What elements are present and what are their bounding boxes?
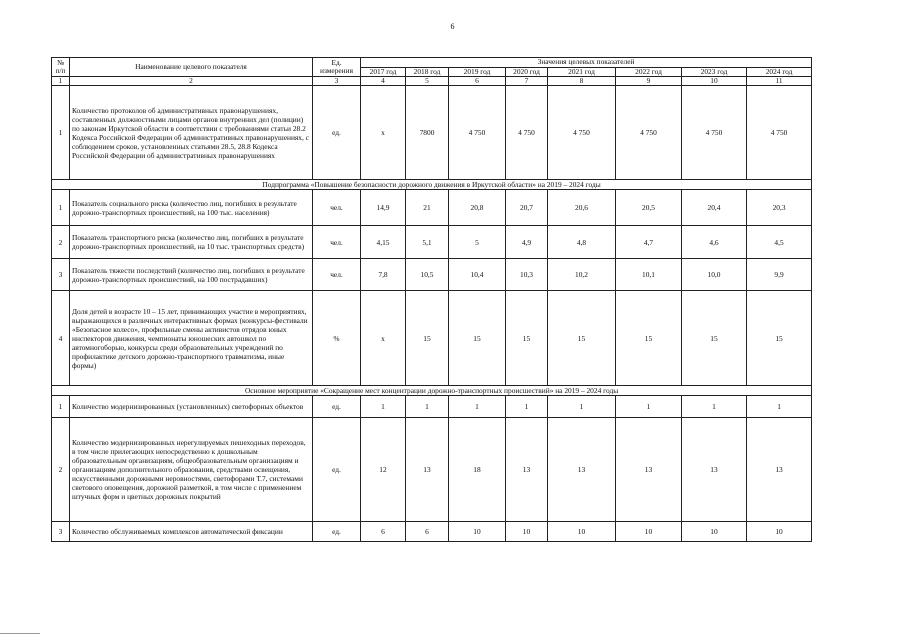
value-cell: 5,1	[406, 226, 449, 259]
value-cell: 4,9	[506, 226, 548, 259]
unit-of-measure: чел.	[313, 190, 361, 226]
target-indicators-table	[51, 57, 812, 542]
value-cell: 4 750	[449, 86, 506, 180]
indicator-name: Количество протоколов об административных правонарушениях, составленных должностными лицами органов внутренних дел (полиции) по законам Иркутской области в соответствии с требованиями статьи 28.2 Кодекса Российской Федерации об административных правонарушениях, с соблюдением сроков, установленных статьями 28.5, 28.8 Кодекса Российской Федерации об административных правонарушениях	[70, 86, 313, 180]
value-cell: 10,5	[406, 259, 449, 291]
value-cell: 21	[406, 190, 449, 226]
value-cell: 4,15	[361, 226, 406, 259]
value-cell: 4 750	[682, 86, 747, 180]
value-cell: 15	[548, 291, 616, 386]
value-cell: х	[361, 86, 406, 180]
value-cell: 13	[616, 418, 682, 522]
value-cell: 15	[682, 291, 747, 386]
row-number: 1	[52, 190, 70, 226]
value-cell: 4,5	[747, 226, 812, 259]
value-cell: 1	[406, 396, 449, 418]
value-cell: 1	[747, 396, 812, 418]
value-cell: 4 750	[747, 86, 812, 180]
value-cell: 10	[548, 522, 616, 542]
value-cell: 12	[361, 418, 406, 522]
column-number-8: 8	[548, 77, 616, 86]
value-cell: 6	[361, 522, 406, 542]
value-cell: 7800	[406, 86, 449, 180]
section-title: Основное мероприятие «Сокращение мест концентрации дорожно-транспортных происшествий» на 2019 – 2024 годы	[52, 386, 812, 396]
row-number: 3	[52, 259, 70, 291]
value-cell: 20,5	[616, 190, 682, 226]
row-number: 2	[52, 226, 70, 259]
value-cell: 1	[449, 396, 506, 418]
value-cell: 15	[506, 291, 548, 386]
value-cell: 10,3	[506, 259, 548, 291]
column-number-1: 1	[52, 77, 70, 86]
value-cell: 20,7	[506, 190, 548, 226]
unit-of-measure: ед.	[313, 396, 361, 418]
unit-of-measure: чел.	[313, 259, 361, 291]
table-row	[52, 418, 812, 522]
unit-of-measure: ед.	[313, 522, 361, 542]
header-year-3: 2020 год	[506, 67, 548, 77]
indicator-name: Доля детей в возрасте 10 – 15 лет, принимающих участие в мероприятиях, выражающихся в различных интерактивных формах (конкурсы-фестивали «Безопасное колесо», профильные смены активистов отрядов юных инспекторов движения, чемпионаты юношеских автошкол по автомногоборью, конкурсы среди образовательных учреждений по профилактике детского дорожно-транспортного травматизма, иные формы)	[70, 291, 313, 386]
value-cell: 13	[682, 418, 747, 522]
table-row	[52, 259, 812, 291]
header-column-numbers-row	[52, 77, 812, 86]
value-cell: 1	[616, 396, 682, 418]
page-number: 6	[450, 22, 455, 31]
column-number-4: 4	[361, 77, 406, 86]
header-year-6: 2023 год	[682, 67, 747, 77]
value-cell: 20,4	[682, 190, 747, 226]
value-cell: 10,4	[449, 259, 506, 291]
value-cell: 5	[449, 226, 506, 259]
row-number: 1	[52, 396, 70, 418]
row-number: 3	[52, 522, 70, 542]
value-cell: 20,3	[747, 190, 812, 226]
row-number: 2	[52, 418, 70, 522]
header-year-4: 2021 год	[548, 67, 616, 77]
header-unit-cell	[313, 58, 361, 77]
column-number-2: 2	[70, 77, 313, 86]
value-cell: 10	[506, 522, 548, 542]
value-cell: 4,8	[548, 226, 616, 259]
value-cell: 13	[406, 418, 449, 522]
row-number: 1	[52, 86, 70, 180]
value-cell: 10,0	[682, 259, 747, 291]
indicator-name: Показатель социального риска (количество лиц, погибших в результате дорожно-транспортных происшествий, на 100 тыс. населения)	[70, 190, 313, 226]
value-cell: 1	[361, 396, 406, 418]
value-cell: 15	[747, 291, 812, 386]
header-year-7: 2024 год	[747, 67, 812, 77]
value-cell: 18	[449, 418, 506, 522]
value-cell: 13	[548, 418, 616, 522]
value-cell: 15	[616, 291, 682, 386]
header-year-1: 2018 год	[406, 67, 449, 77]
value-cell: 4 750	[548, 86, 616, 180]
table-row	[52, 190, 812, 226]
value-cell: 10	[747, 522, 812, 542]
value-cell: 10	[616, 522, 682, 542]
column-number-5: 5	[406, 77, 449, 86]
value-cell: 1	[682, 396, 747, 418]
row-number: 4	[52, 291, 70, 386]
unit-of-measure: %	[313, 291, 361, 386]
column-number-10: 10	[682, 77, 747, 86]
column-number-7: 7	[506, 77, 548, 86]
section-row	[52, 386, 812, 396]
value-cell: 4 750	[506, 86, 548, 180]
header-num-top: №	[56, 57, 65, 67]
table-row	[52, 86, 812, 180]
value-cell: 6	[406, 522, 449, 542]
scan-edge-mark	[0, 633, 40, 640]
table-row	[52, 291, 812, 386]
header-num-bottom: п/п	[55, 66, 66, 75]
value-cell: 10	[682, 522, 747, 542]
value-cell: 4,6	[682, 226, 747, 259]
value-cell: 13	[506, 418, 548, 522]
unit-of-measure: ед.	[313, 86, 361, 180]
value-cell: 1	[548, 396, 616, 418]
header-year-0: 2017 год	[361, 67, 406, 77]
table-row	[52, 396, 812, 418]
value-cell: 10,1	[616, 259, 682, 291]
value-cell: 10,2	[548, 259, 616, 291]
unit-of-measure: чел.	[313, 226, 361, 259]
value-cell: 10	[449, 522, 506, 542]
value-cell: 14,9	[361, 190, 406, 226]
header-name: Наименование целевого показателя	[70, 58, 313, 77]
indicator-name: Показатель транспортного риска (количество лиц, погибших в результате дорожно-транспортных происшествий, на 10 тыс. транспортных средств)	[70, 226, 313, 259]
unit-of-measure: ед.	[313, 418, 361, 522]
header-num-cell	[52, 58, 70, 77]
value-cell: 15	[406, 291, 449, 386]
column-number-11: 11	[747, 77, 812, 86]
column-number-9: 9	[616, 77, 682, 86]
value-cell: 15	[449, 291, 506, 386]
value-cell: 1	[506, 396, 548, 418]
value-cell: х	[361, 291, 406, 386]
section-title: Подпрограмма «Повышение безопасности дорожного движения в Иркутской области» на 2019 – 2024 годы	[52, 180, 812, 190]
value-cell: 7,8	[361, 259, 406, 291]
column-number-6: 6	[449, 77, 506, 86]
value-cell: 4 750	[616, 86, 682, 180]
indicator-name: Количество модернизированных нерегулируемых пешеходных переходов, в том числе прилегающих непосредственно к дошкольным образовательным организациям, общеобразовательным организациям и организациям дополнительного образования, средствами освещения, искусственными дорожными неровностями, светофорами Т.7, системами светового оповещения, дорожной разметкой, в том числе с применением штучных форм и цветных дорожных покрытий	[70, 418, 313, 522]
header-row-top	[52, 58, 812, 68]
section-row	[52, 180, 812, 190]
value-cell: 20,8	[449, 190, 506, 226]
value-cell: 20,6	[548, 190, 616, 226]
table-row	[52, 522, 812, 542]
indicator-name: Количество обслуживаемых комплексов автоматической фиксации	[70, 522, 313, 542]
table-row	[52, 226, 812, 259]
indicator-name: Количество модернизированных (установленных) светофорных объектов	[70, 396, 313, 418]
header-unit-top: Ед.	[331, 57, 342, 67]
value-cell: 9,9	[747, 259, 812, 291]
header-unit-bottom: измерения	[319, 66, 353, 75]
value-cell: 4,7	[616, 226, 682, 259]
value-cell: 13	[747, 418, 812, 522]
indicator-name: Показатель тяжести последствий (количество лиц, погибших в результате дорожно-транспортных происшествий, на 100 пострадавших)	[70, 259, 313, 291]
header-year-5: 2022 год	[616, 67, 682, 77]
header-year-2: 2019 год	[449, 67, 506, 77]
header-values-group: Значения целевых показателей	[361, 58, 812, 68]
column-number-3: 3	[313, 77, 361, 86]
